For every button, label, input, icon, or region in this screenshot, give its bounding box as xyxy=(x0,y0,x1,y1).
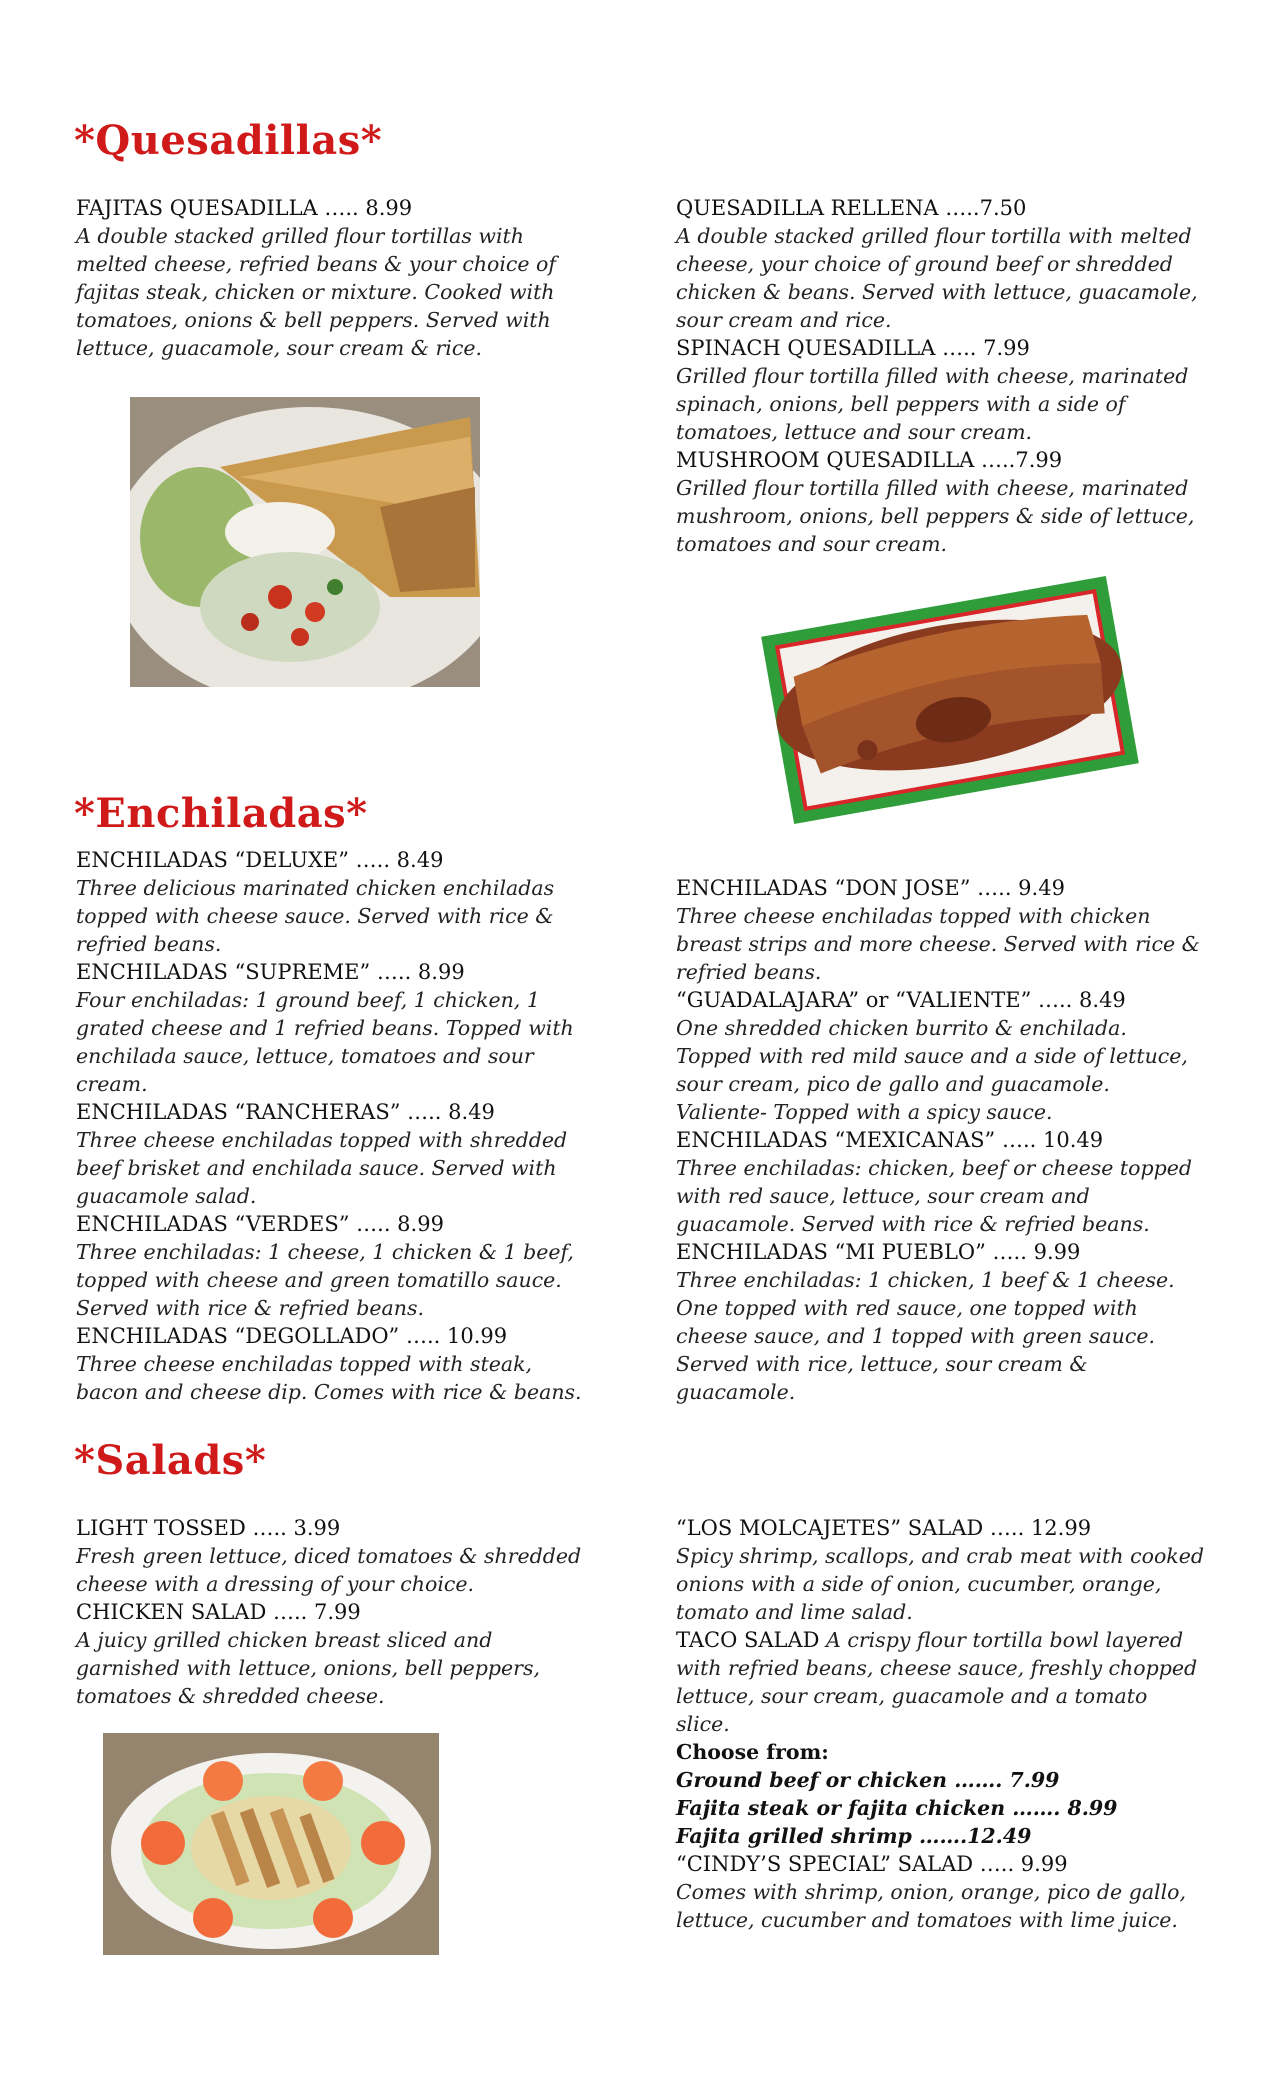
quesadillas-left-column xyxy=(76,194,596,362)
quesadilla-photo xyxy=(130,397,480,687)
item-description: A double stacked grilled flour tortillas with melted cheese, refried beans & your choice of fajitas steak, chicken or mixture. Cooked with tomatoes, onions & bell peppers. Served with lettuce, guacamole, sour cream & rice. xyxy=(76,224,556,360)
item-name: LIGHT TOSSED ….. 3.99 xyxy=(76,1516,341,1540)
menu-item-enchiladas-supreme xyxy=(76,958,596,1098)
section-title-enchiladas: *Enchiladas* xyxy=(74,790,368,837)
item-name: ENCHILADAS “RANCHERAS” ….. 8.49 xyxy=(76,1100,495,1124)
taco-salad-option: Fajita grilled shrimp …….12.49 xyxy=(676,1824,1032,1848)
item-description: Spicy shrimp, scallops, and crab meat with cooked onions with a side of onion, cucumber, orange, tomato and lime salad. xyxy=(676,1544,1204,1624)
item-note: Valiente- Topped with a spicy sauce. xyxy=(676,1100,1053,1124)
salads-left-column xyxy=(76,1514,596,1710)
item-name: “LOS MOLCAJETES” SALAD ….. 12.99 xyxy=(676,1516,1092,1540)
item-description: One shredded chicken burrito & enchilada. Topped with red mild sauce and a side of lettuce, sour cream, pico de gallo and guacamole. xyxy=(676,1016,1188,1096)
item-description: Three enchiladas: 1 cheese, 1 chicken & 1 beef, topped with cheese and green tomatillo sauce. Served with rice & refried beans. xyxy=(76,1240,574,1320)
item-name: ENCHILADAS “MI PUEBLO” ….. 9.99 xyxy=(676,1240,1081,1264)
item-name: TACO SALAD xyxy=(676,1628,820,1652)
item-description: Three enchiladas: 1 chicken, 1 beef & 1 cheese. One topped with red sauce, one topped with cheese sauce, and 1 topped with green sauce. Served with rice, lettuce, sour cream & guacamole. xyxy=(676,1268,1175,1404)
item-name: ENCHILADAS “DEGOLLADO” ….. 10.99 xyxy=(76,1324,508,1348)
item-description: A crispy flour tortilla bowl layered with refried beans, cheese sauce, freshly chopped lettuce, sour cream, guacamole and a tomato slice. xyxy=(676,1628,1198,1736)
item-name: “CINDY’S SPECIAL” SALAD ….. 9.99 xyxy=(676,1852,1068,1876)
menu-item-spinach-quesadilla xyxy=(676,334,1206,446)
choose-from-label: Choose from: xyxy=(676,1740,829,1764)
item-description: A juicy grilled chicken breast sliced and garnished with lettuce, onions, bell peppers, tomatoes & shredded cheese. xyxy=(76,1628,541,1708)
enchiladas-right-column xyxy=(676,874,1206,1406)
item-name: SPINACH QUESADILLA ….. 7.99 xyxy=(676,336,1030,360)
item-name: CHICKEN SALAD ….. 7.99 xyxy=(76,1600,361,1624)
item-description: Grilled flour tortilla filled with cheese, marinated mushroom, onions, bell peppers & side of lettuce, tomatoes and sour cream. xyxy=(676,476,1195,556)
item-description: Four enchiladas: 1 ground beef, 1 chicken, 1 grated cheese and 1 refried beans. Topped with enchilada sauce, lettuce, tomatoes and sour cream. xyxy=(76,988,574,1096)
taco-salad-option: Ground beef or chicken ……. 7.99 xyxy=(676,1768,1060,1792)
item-description: Grilled flour tortilla filled with cheese, marinated spinach, onions, bell peppers with a side of tomatoes, lettuce and sour cream. xyxy=(676,364,1189,444)
enchilada-photo xyxy=(760,570,1140,830)
menu-item-light-tossed xyxy=(76,1514,596,1598)
item-description: Fresh green lettuce, diced tomatoes & shredded cheese with a dressing of your choice. xyxy=(76,1544,582,1596)
menu-item-quesadilla-rellena xyxy=(676,194,1206,334)
item-name: ENCHILADAS “DELUXE” ….. 8.49 xyxy=(76,848,444,872)
taco-salad-line xyxy=(676,1626,1206,1738)
taco-salad-option: Fajita steak or fajita chicken ……. 8.99 xyxy=(676,1796,1118,1820)
menu-item-enchiladas-verdes xyxy=(76,1210,596,1322)
item-description: Three cheese enchiladas topped with shredded beef brisket and enchilada sauce. Served with guacamole salad. xyxy=(76,1128,568,1208)
menu-item-enchiladas-mi-pueblo xyxy=(676,1238,1206,1406)
salads-right-column xyxy=(676,1514,1206,1934)
section-title-quesadillas: *Quesadillas* xyxy=(74,117,383,164)
menu-item-taco-salad xyxy=(676,1626,1206,1850)
menu-item-enchiladas-mexicanas xyxy=(676,1126,1206,1238)
menu-item-los-molcajetes-salad xyxy=(676,1514,1206,1626)
menu-item-fajitas-quesadilla xyxy=(76,194,596,362)
item-name: MUSHROOM QUESADILLA …..7.99 xyxy=(676,448,1063,472)
item-name: QUESADILLA RELLENA …..7.50 xyxy=(676,196,1027,220)
menu-item-enchiladas-don-jose xyxy=(676,874,1206,986)
item-description: A double stacked grilled flour tortilla with melted cheese, your choice of ground beef or shredded chicken & beans. Served with lettuce, guacamole, sour cream and rice. xyxy=(676,224,1198,332)
item-description: Three delicious marinated chicken enchiladas topped with cheese sauce. Served with rice & refried beans. xyxy=(76,876,555,956)
section-title-salads: *Salads* xyxy=(74,1437,267,1484)
item-name: ENCHILADAS “VERDES” ….. 8.99 xyxy=(76,1212,444,1236)
quesadillas-right-column xyxy=(676,194,1206,558)
item-description: Three cheese enchiladas topped with chicken breast strips and more cheese. Served with rice & refried beans. xyxy=(676,904,1200,984)
menu-item-mushroom-quesadilla xyxy=(676,446,1206,558)
menu-item-cindys-special-salad xyxy=(676,1850,1206,1934)
item-name: FAJITAS QUESADILLA ….. 8.99 xyxy=(76,196,413,220)
salad-photo xyxy=(103,1733,439,1955)
enchiladas-left-column xyxy=(76,846,596,1406)
item-name: “GUADALAJARA” or “VALIENTE” ….. 8.49 xyxy=(676,988,1126,1012)
menu-item-enchiladas-rancheras xyxy=(76,1098,596,1210)
item-name: ENCHILADAS “DON JOSE” ….. 9.49 xyxy=(676,876,1065,900)
item-description: Three enchiladas: chicken, beef or cheese topped with red sauce, lettuce, sour cream and guacamole. Served with rice & refried beans. xyxy=(676,1156,1192,1236)
menu-item-enchiladas-deluxe xyxy=(76,846,596,958)
item-description: Comes with shrimp, onion, orange, pico de gallo, lettuce, cucumber and tomatoes with lime juice. xyxy=(676,1880,1187,1932)
menu-item-guadalajara-valiente xyxy=(676,986,1206,1126)
item-name: ENCHILADAS “SUPREME” ….. 8.99 xyxy=(76,960,465,984)
item-description: Three cheese enchiladas topped with steak, bacon and cheese dip. Comes with rice & beans. xyxy=(76,1352,582,1404)
menu-item-chicken-salad xyxy=(76,1598,596,1710)
item-name: ENCHILADAS “MEXICANAS” ….. 10.49 xyxy=(676,1128,1104,1152)
menu-item-enchiladas-degollado xyxy=(76,1322,596,1406)
